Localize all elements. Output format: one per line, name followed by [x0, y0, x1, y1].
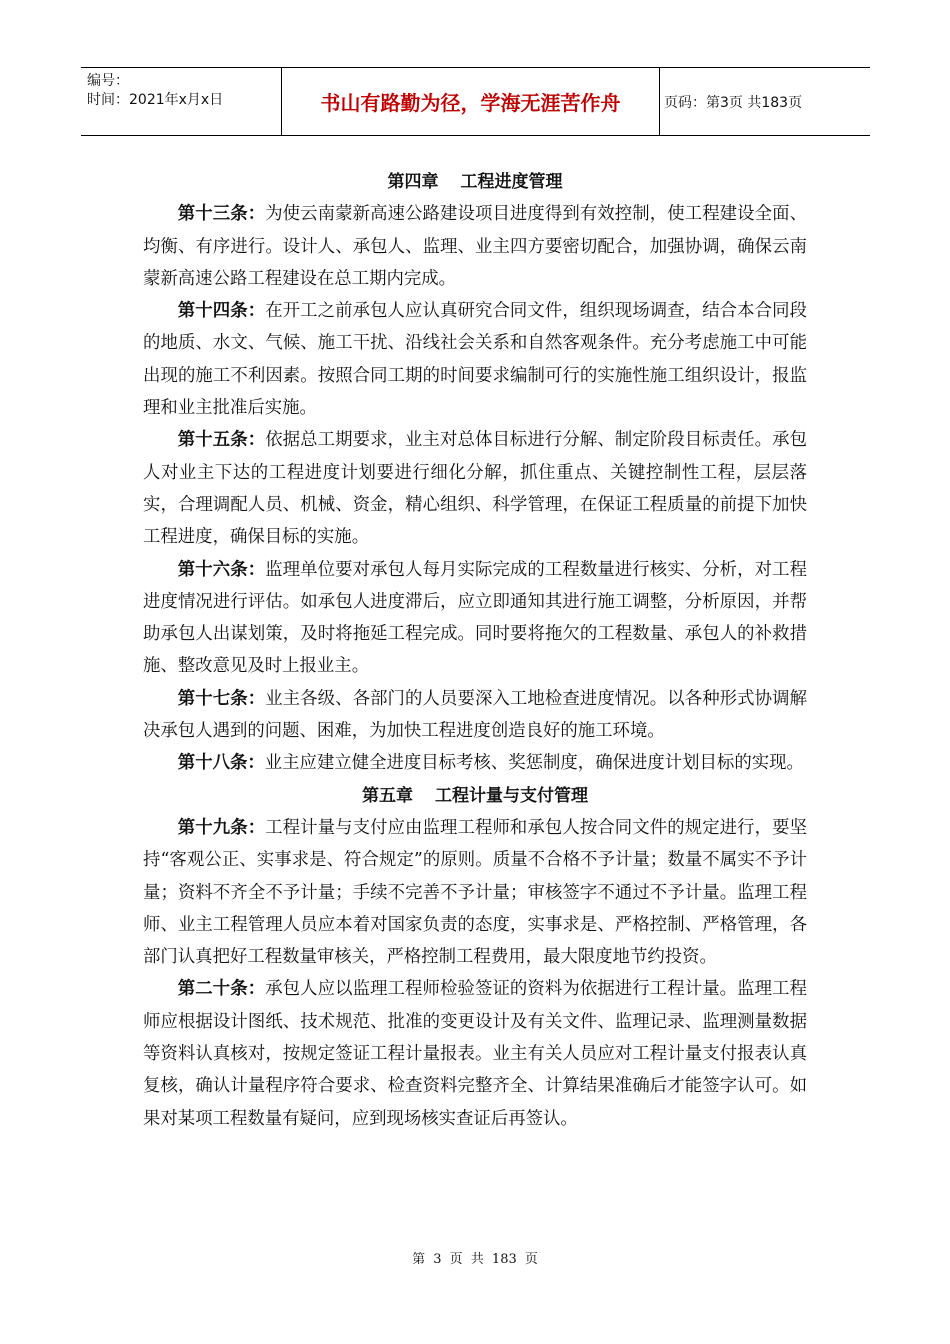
page-header [81, 67, 870, 136]
article-text: 业主应建立健全进度目标考核、奖惩制度，确保进度计划目标的实现。 [264, 753, 804, 774]
article-text: 依据总工期要求，业主对总体目标进行分解、制定阶段目标责任。承包人对业主下达的工程进度计划要进行细化分解，抓住重点、关键控制性工程，层层落实，合理调配人员、机械、资金，精心组织、科学管理，在保证工程质量的前提下加快工程进度，确保目标的实施。 [143, 430, 807, 548]
chapter-name: 工程计量与支付管理 [435, 785, 588, 806]
article-paragraph [143, 295, 807, 424]
chapter-name: 工程进度管理 [460, 172, 563, 192]
article-label: 第十三条： [177, 204, 266, 225]
article-text: 在开工之前承包人应认真研究合同文件，组织现场调查，结合本合同段的地质、水文、气候、施工干扰、沿线社会关系和自然客观条件。充分考虑施工中可能出现的施工不利因素。按照合同工期的时间要求编制可行的实施性施工组织设计，报监理和业主批准后实施。 [143, 301, 807, 419]
chapter-number: 第五章 [362, 785, 413, 806]
document-number-label: 编号： [87, 73, 129, 89]
chapter-number: 第四章 [387, 172, 439, 192]
header-motto: 书山有路勤为径，学海无涯苦作舟 [282, 68, 660, 135]
header-meta [81, 68, 282, 135]
article-text: 监理单位要对承包人每月实际完成的工程数量进行核实、分析，对工程进度情况进行评估。如承包人进度滞后，应立即通知其进行施工调整，分析原因，并帮助承包人出谋划策，及时将拖延工程完成。同时要将拖欠的工程数量、承包人的补救措施、整改意见及时上报业主。 [143, 559, 807, 677]
article-text: 承包人应以监理工程师检验签证的资料为依据进行工程计量。监理工程师应根据设计图纸、技术规范、批准的变更设计及有关文件、监理记录、监理测量数据等资料认真核对，按规定签证工程计量报表。业主有关人员应对工程计量支付报表认真复核，确认计量程序符合要求、检查资料完整齐全、计算结果准确后才能签字认可。如果对某项工程数量有疑问，应到现场核实查证后再签认。 [143, 979, 807, 1129]
page-footer: 第 3 页 共 183 页 [412, 1252, 538, 1267]
article-paragraph [143, 812, 807, 973]
chapter-title [143, 166, 807, 198]
chapter-title [143, 780, 807, 812]
article-label: 第十四条： [177, 301, 266, 322]
article-label: 第十九条： [177, 817, 266, 838]
article-paragraph [143, 198, 807, 295]
article-paragraph [143, 747, 807, 779]
header-page-info: 页码：第3页 共183页 [664, 94, 803, 111]
article-paragraph [143, 973, 807, 1134]
article-paragraph [143, 683, 807, 748]
document-time-label: 时间：2021年x月x日 [87, 92, 224, 108]
article-label: 第十五条： [177, 430, 266, 451]
article-text: 为使云南蒙新高速公路建设项目进度得到有效控制，使工程建设全面、均衡、有序进行。设计人、承包人、监理、业主四方要密切配合，加强协调，确保云南蒙新高速公路工程建设在总工期内完成。 [143, 204, 807, 289]
article-label: 第二十条： [177, 979, 266, 1000]
document-body [143, 166, 807, 1135]
article-paragraph [143, 554, 807, 683]
article-text: 业主各级、各部门的人员要深入工地检查进度情况。以各种形式协调解决承包人遇到的问题、困难，为加快工程进度创造良好的施工环境。 [143, 688, 807, 742]
article-label: 第十七条： [177, 688, 266, 709]
article-label: 第十六条： [177, 559, 266, 580]
article-label: 第十八条： [177, 753, 265, 774]
article-paragraph [143, 424, 807, 553]
article-text: 工程计量与支付应由监理工程师和承包人按合同文件的规定进行，要坚持“客观公正、实事求是、符合规定”的原则。质量不合格不予计量；数量不属实不予计量；资料不齐全不予计量；手续不完善不予计量；审核签字不通过不予计量。监理工程师、业主工程管理人员应本着对国家负责的态度，实事求是、严格控制、严格管理，各部门认真把好工程数量审核关，严格控制工程费用，最大限度地节约投资。 [143, 817, 807, 968]
